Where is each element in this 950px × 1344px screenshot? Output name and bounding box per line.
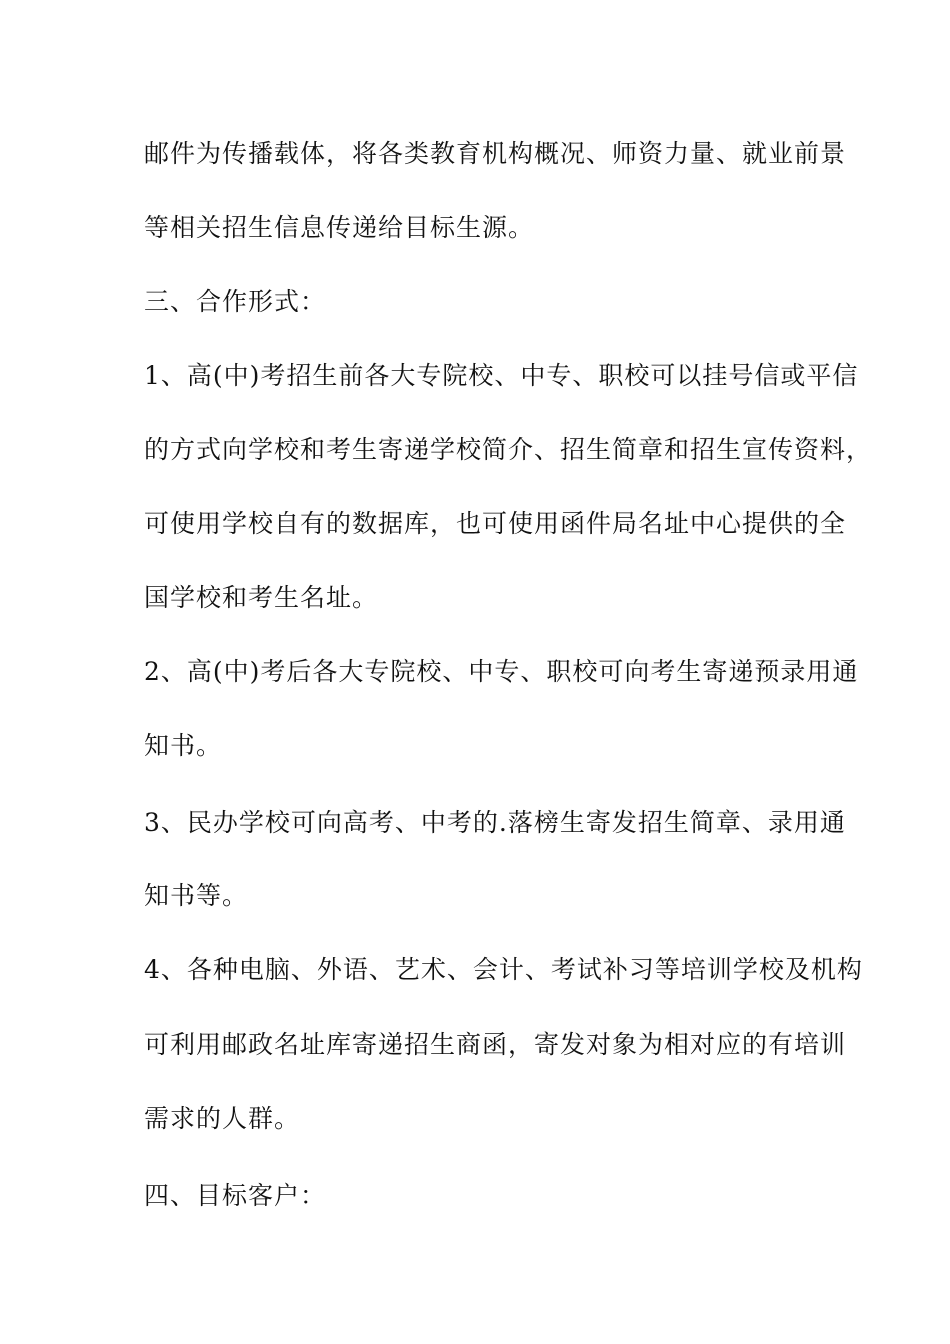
- section-heading: 三、合作形式：: [144, 287, 327, 316]
- section-heading: 四、目标客户：: [144, 1181, 327, 1210]
- paragraph-line: 3、民办学校可向高考、中考的.落榜生寄发招生简章、录用通: [144, 808, 846, 837]
- paragraph-line: 需求的人群。: [144, 1104, 301, 1133]
- paragraph-line: 邮件为传播载体，将各类教育机构概况、师资力量、就业前景: [144, 139, 847, 168]
- paragraph-line: 的方式向学校和考生寄递学校简介、招生简章和招生宣传资料，: [144, 435, 873, 464]
- paragraph-line: 国学校和考生名址。: [144, 583, 379, 612]
- paragraph-line: 知书等。: [144, 881, 249, 910]
- paragraph-line: 等相关招生信息传递给目标生源。: [144, 213, 535, 242]
- paragraph-line: 2、高(中)考后各大专院校、中专、职校可向考生寄递预录用通: [144, 657, 859, 686]
- paragraph-line: 可使用学校自有的数据库，也可使用函件局名址中心提供的全: [144, 509, 847, 538]
- paragraph-line: 4、各种电脑、外语、艺术、会计、考试补习等培训学校及机构: [144, 955, 863, 984]
- paragraph-line: 可利用邮政名址库寄递招生商函，寄发对象为相对应的有培训: [144, 1030, 847, 1059]
- paragraph-line: 知书。: [144, 731, 223, 760]
- paragraph-line: 1、高(中)考招生前各大专院校、中专、职校可以挂号信或平信: [144, 361, 859, 390]
